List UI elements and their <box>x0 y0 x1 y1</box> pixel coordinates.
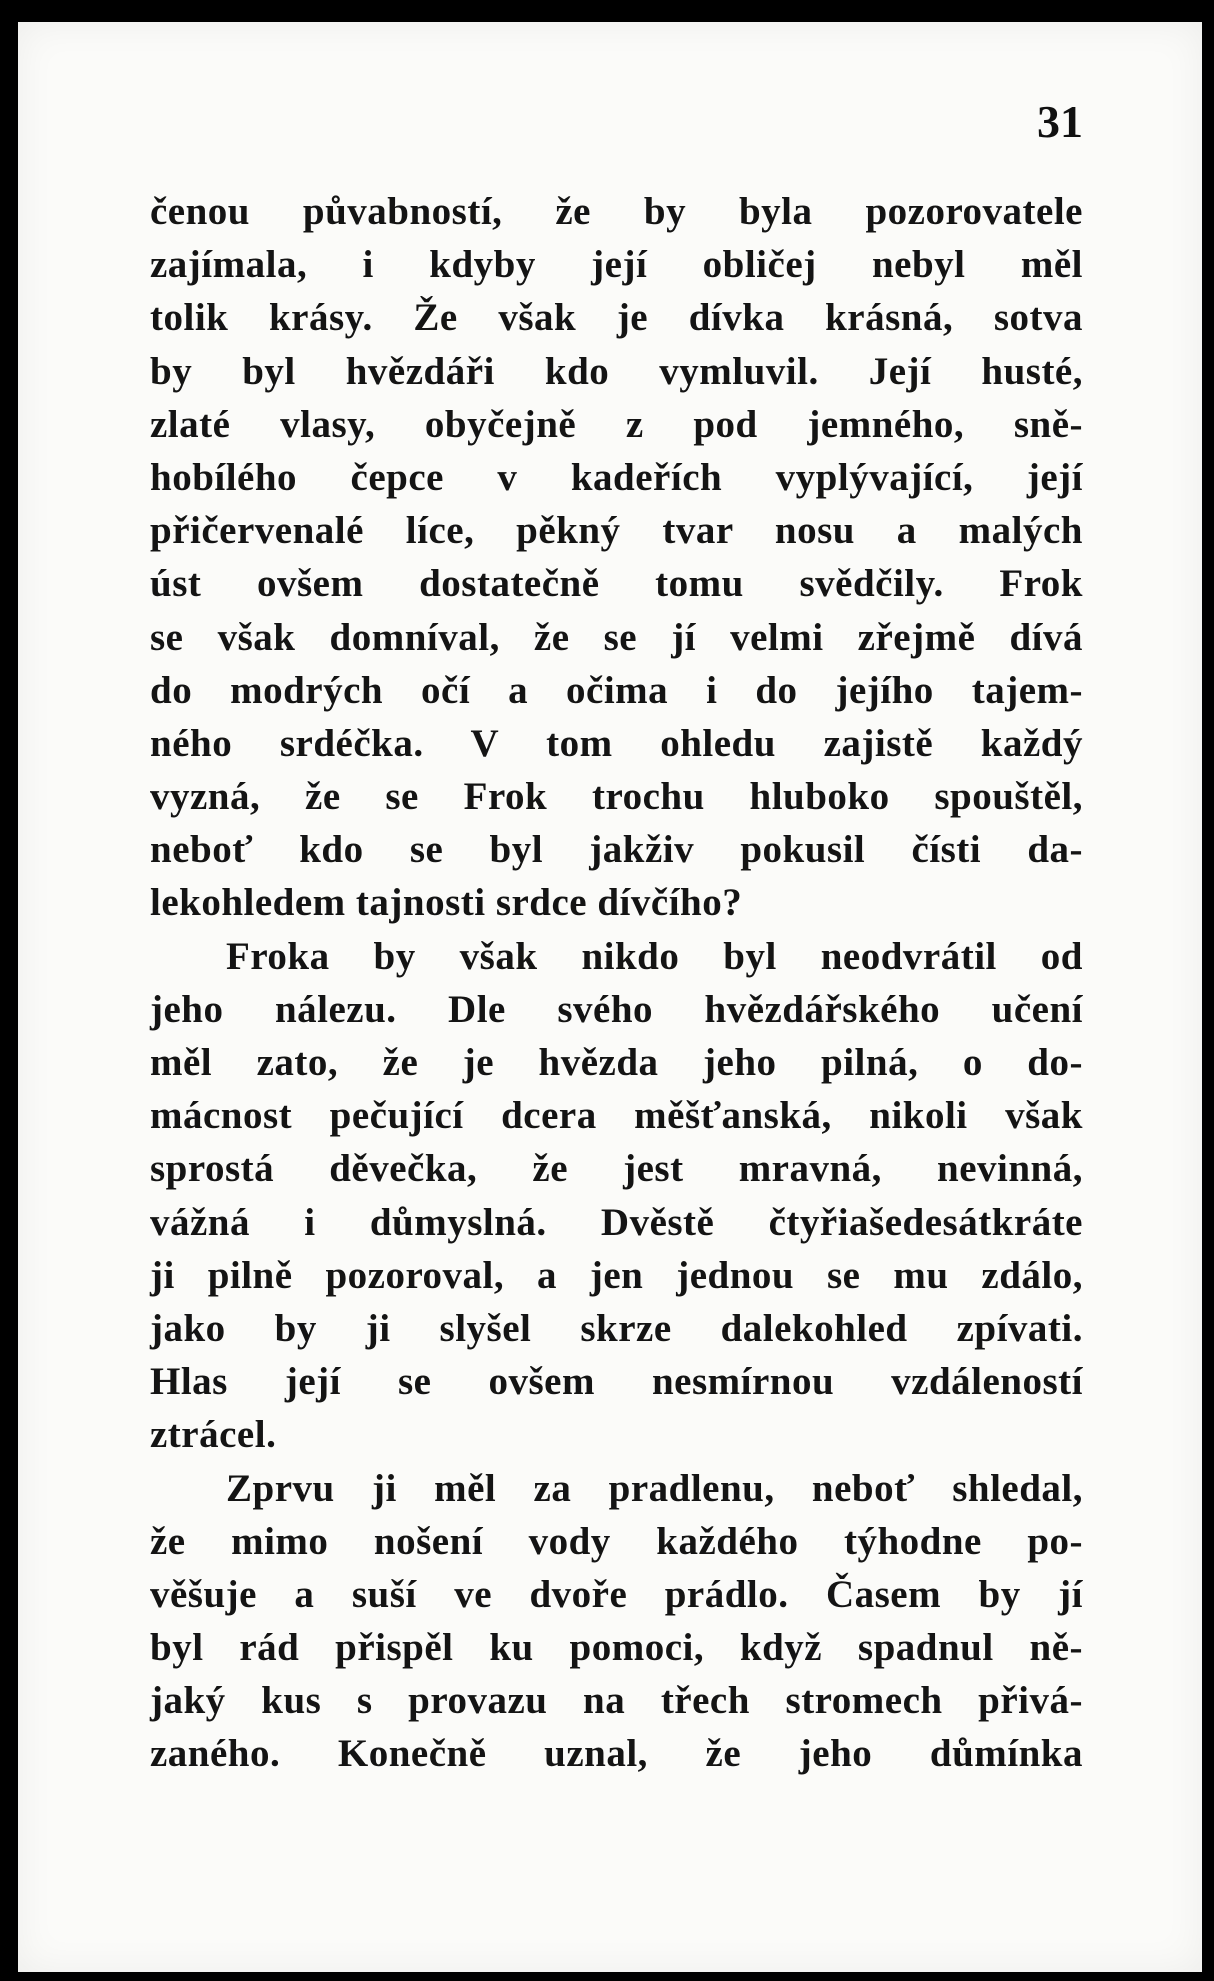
text-line: věšuje a suší ve dvoře prádlo. Časem by jí <box>150 1572 1083 1616</box>
text-line: ztrácel. <box>150 1413 277 1457</box>
text-line: mácnost pečující dcera měšťanská, nikoli však <box>150 1094 1083 1138</box>
text-line: byl rád přispěl ku pomoci, když spadnul ně- <box>150 1626 1083 1670</box>
text-line: se však domníval, že se jí velmi zřejmě dívá <box>150 615 1083 659</box>
text-line: čenou půvabností, že by byla pozorovatele <box>150 190 1083 233</box>
text-line: jako by ji slyšel skrze dalekohled zpívati. <box>150 1306 1083 1350</box>
text-line: hobílého čepce v kadeřích vyplývající, její <box>150 455 1083 499</box>
text-line: zajímala, i kdyby její obličej nebyl měl <box>150 243 1083 287</box>
text-line: Hlas její se ovšem nesmírnou vzdáleností <box>150 1360 1083 1404</box>
page-number: 31 <box>1037 96 1083 147</box>
text-line: ji pilně pozoroval, a jen jednou se mu zdálo, <box>150 1253 1083 1297</box>
text-line: vážná i důmyslná. Dvěstě čtyřiašedesátkráte <box>150 1200 1083 1244</box>
text-line: do modrých očí a očima i do jejího tajem- <box>150 668 1083 712</box>
text-line: jeho nálezu. Dle svého hvězdářského učení <box>150 987 1083 1031</box>
text-line: jaký kus s provazu na třech stromech přivá- <box>150 1679 1083 1723</box>
text-line: zaného. Konečně uznal, že jeho důmínka <box>150 1732 1083 1776</box>
text-line: Froka by však nikdo byl neodvrátil od <box>226 934 1083 978</box>
text-line: Zprvu ji měl za pradlenu, neboť shledal, <box>226 1466 1083 1510</box>
text-line: ného srdéčka. V tom ohledu zajistě každý <box>150 721 1083 765</box>
text-line: zlaté vlasy, obyčejně z pod jemného, sně- <box>150 402 1083 446</box>
page-text <box>150 185 1083 1781</box>
text-line: úst ovšem dostatečně tomu svědčily. Frok <box>150 562 1083 606</box>
book-page <box>18 22 1202 1972</box>
text-line: lekohledem tajnosti srdce dívčího? <box>150 881 743 925</box>
text-line: přičervenalé líce, pěkný tvar nosu a malých <box>150 509 1083 553</box>
text-line: tolik krásy. Že však je dívka krásná, sotva <box>150 296 1083 340</box>
text-line: že mimo nošení vody každého týhodne po- <box>150 1519 1083 1563</box>
text-line: neboť kdo se byl jakživ pokusil čísti da- <box>150 828 1083 872</box>
text-line: vyzná, že se Frok trochu hluboko spouštěl, <box>150 775 1083 819</box>
text-line: sprostá děvečka, že jest mravná, nevinná, <box>150 1147 1083 1191</box>
text-line: by byl hvězdáři kdo vymluvil. Její husté, <box>150 349 1083 393</box>
text-line: měl zato, že je hvězda jeho pilná, o do- <box>150 1041 1083 1084</box>
